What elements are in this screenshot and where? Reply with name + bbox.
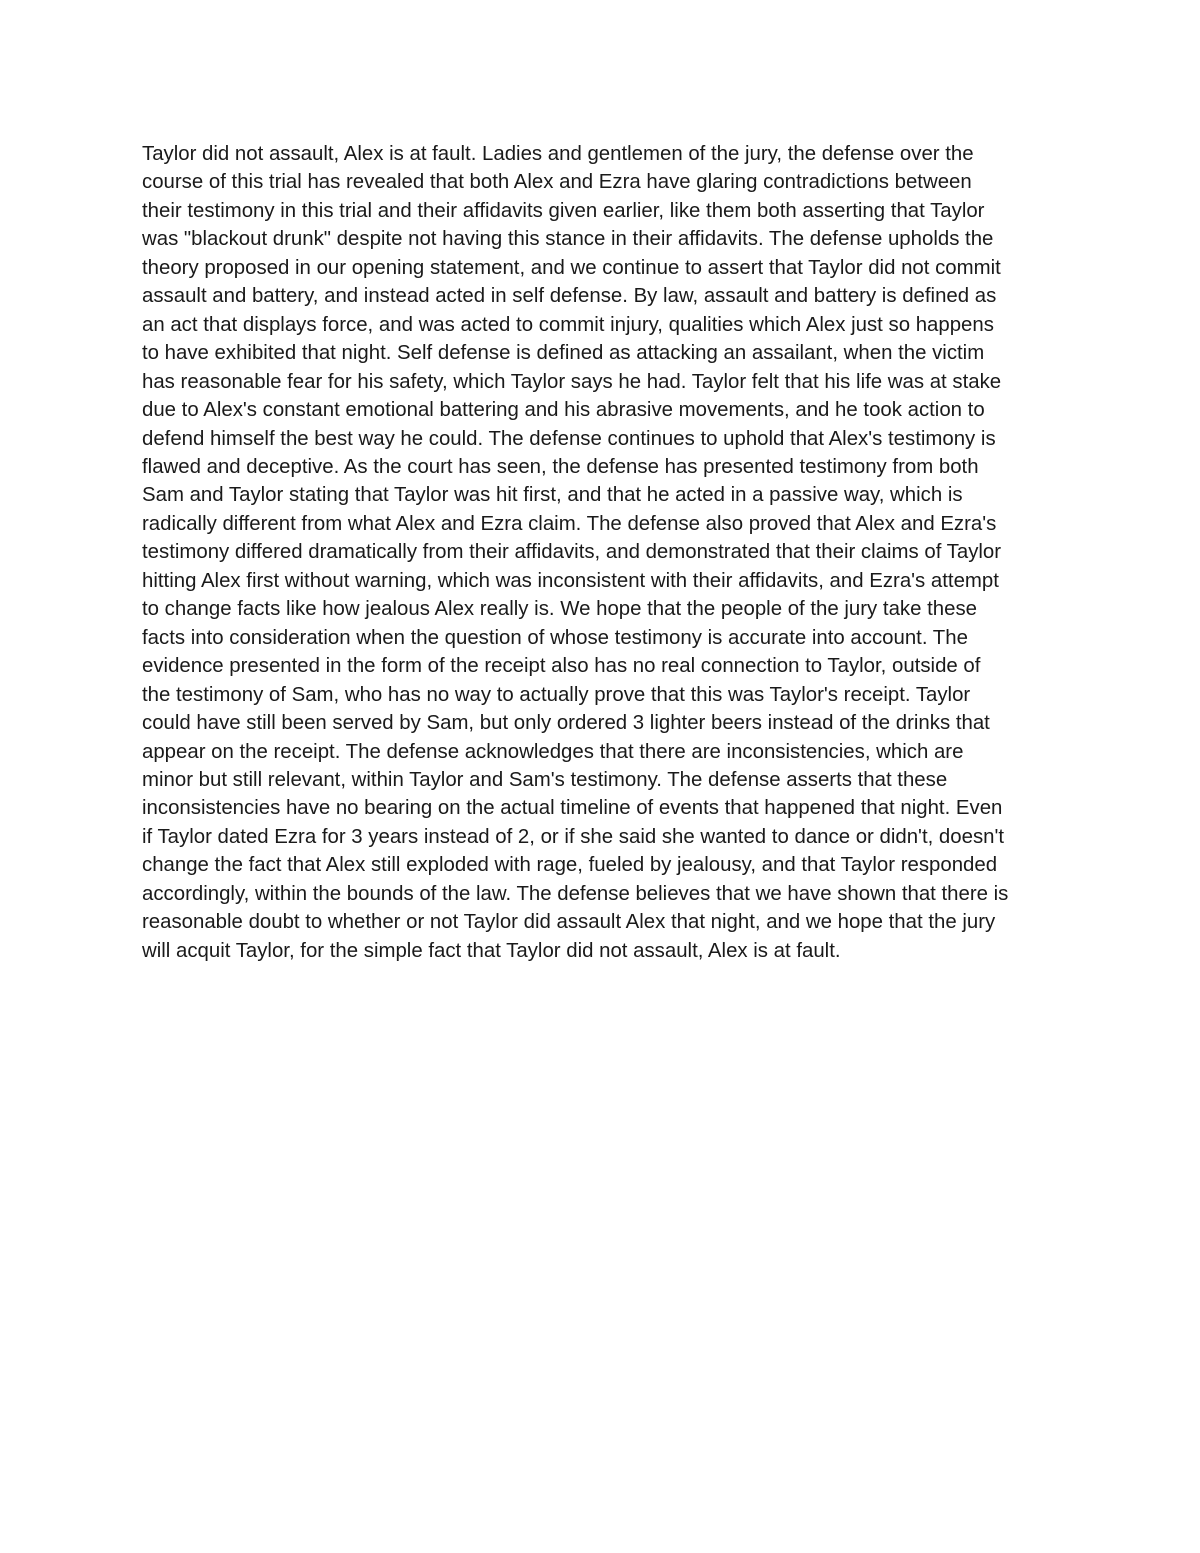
text-line: their testimony in this trial and their affidavits given earlier, like them both asserting that Taylor — [142, 199, 985, 222]
text-line: accordingly, within the bounds of the law. The defense believes that we have shown that there is — [142, 882, 1009, 905]
text-line: inconsistencies have no bearing on the actual timeline of events that happened that night. Even — [142, 797, 1003, 820]
text-line: theory proposed in our opening statement, and we continue to assert that Taylor did not commit — [142, 256, 1001, 279]
text-line: due to Alex's constant emotional battering and his abrasive movements, and he took action to — [142, 399, 985, 422]
text-line: course of this trial has revealed that both Alex and Ezra have glaring contradictions between — [142, 171, 972, 194]
text-line: evidence presented in the form of the receipt also has no real connection to Taylor, outside of — [142, 655, 981, 678]
text-line: Sam and Taylor stating that Taylor was hit first, and that he acted in a passive way, which is — [142, 484, 963, 507]
text-line: flawed and deceptive. As the court has seen, the defense has presented testimony from both — [142, 455, 979, 478]
text-line: could have still been served by Sam, but only ordered 3 lighter beers instead of the drinks that — [142, 712, 990, 735]
text-line: will acquit Taylor, for the simple fact that Taylor did not assault, Alex is at fault. — [142, 939, 841, 962]
text-line: testimony differed dramatically from their affidavits, and demonstrated that their claims of Taylor — [142, 541, 1002, 564]
text-line: if Taylor dated Ezra for 3 years instead of 2, or if she said she wanted to dance or didn't, doesn't — [142, 825, 1005, 848]
text-line: radically different from what Alex and Ezra claim. The defense also proved that Alex and Ezra's — [142, 512, 997, 535]
text-line: the testimony of Sam, who has no way to actually prove that this was Taylor's receipt. Taylor — [142, 683, 971, 706]
text-line: defend himself the best way he could. The defense continues to uphold that Alex's testimony is — [142, 427, 996, 450]
text-line: an act that displays force, and was acted to commit injury, qualities which Alex just so happens — [142, 313, 994, 336]
body-paragraph — [142, 140, 1072, 965]
text-line: facts into consideration when the question of whose testimony is accurate into account. The — [142, 626, 968, 649]
text-line: appear on the receipt. The defense acknowledges that there are inconsistencies, which are — [142, 740, 964, 763]
text-line: was "blackout drunk" despite not having this stance in their affidavits. The defense upholds the — [142, 228, 994, 251]
text-line: assault and battery, and instead acted in self defense. By law, assault and battery is defined as — [142, 285, 997, 308]
text-line: to change facts like how jealous Alex really is. We hope that the people of the jury take these — [142, 598, 978, 621]
text-line: minor but still relevant, within Taylor and Sam's testimony. The defense asserts that these — [142, 768, 948, 791]
text-line: has reasonable fear for his safety, which Taylor says he had. Taylor felt that his life was at stake — [142, 370, 1002, 393]
text-line: hitting Alex first without warning, which was inconsistent with their affidavits, and Ezra's attempt — [142, 569, 999, 592]
text-line: change the fact that Alex still exploded with rage, fueled by jealousy, and that Taylor responded — [142, 854, 998, 877]
text-line: reasonable doubt to whether or not Taylor did assault Alex that night, and we hope that the jury — [142, 911, 996, 934]
text-line: to have exhibited that night. Self defense is defined as attacking an assailant, when the victim — [142, 342, 985, 365]
text-line: Taylor did not assault, Alex is at fault. Ladies and gentlemen of the jury, the defense over the — [142, 143, 974, 165]
